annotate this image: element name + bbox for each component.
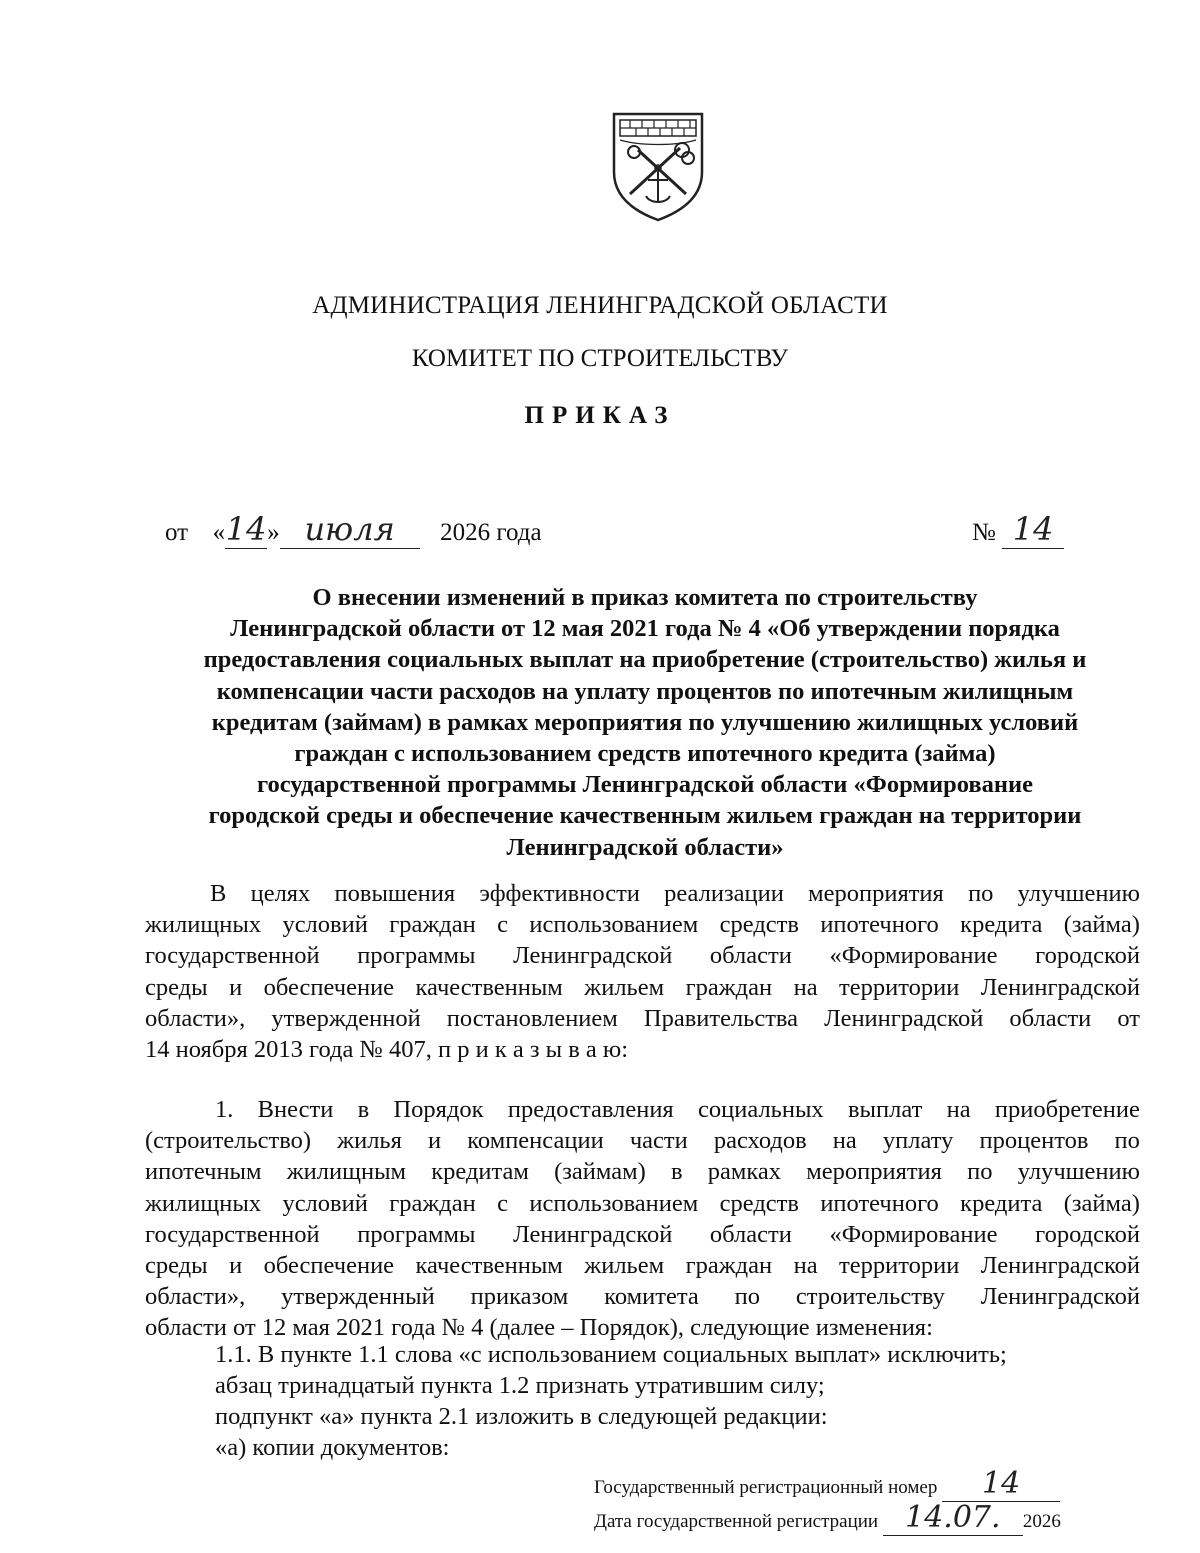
sub-item-line: «а) копии документов: [215,1434,450,1461]
title-line: кредитам (займам) в рамках мероприятия по улучшению жилищных условий [211,708,1079,736]
date-prefix: от [165,519,189,546]
date-day: 14 [225,510,267,548]
registration-date-value: 14.07. [883,1500,1023,1536]
sub-item-line: 1.1. В пункте 1.1 слова «с использованием социальных выплат» исключить; [215,1341,1007,1368]
title-line: Ленинградской области от 12 мая 2021 года № 4 «Об утверждении порядка [230,615,1060,643]
text-line: 1. Внести в Порядок предоставления социальных выплат на приобретение [215,1096,1140,1123]
item-1-paragraph [145,1094,1140,1344]
title-line: Ленинградской области» [506,833,784,861]
organization-name: АДМИНИСТРАЦИЯ ЛЕНИНГРАДСКОЙ ОБЛАСТИ [312,292,888,319]
text-line: среды и обеспечение качественным жильем граждан на территории Ленинградской [145,1252,1140,1280]
registration-number-row [594,1466,1060,1502]
text-line: жилищных условий граждан с использованием средств ипотечного кредита (займа) [145,1189,1140,1217]
text-line: жилищных условий граждан с использованием средств ипотечного кредита (займа) [145,911,1140,939]
text-line: государственной программы Ленинградской области «Формирование городской [145,942,1140,970]
sub-item-line: абзац тринадцатый пункта 1.2 признать утратившим силу; [215,1372,825,1399]
order-date [165,510,542,549]
title-line: государственной программы Ленинградской области «Формирование [256,771,1033,799]
title-line: предоставления социальных выплат на приобретение (строительство) жилья и [203,646,1087,674]
date-year: 2026 года [440,519,542,546]
registration-date-year: 2026 [1022,1511,1061,1532]
title-line: компенсации части расходов на уплату процентов по ипотечным жилищным [216,677,1074,705]
order-number [972,510,1064,549]
number-label: № [972,519,996,546]
title-line: граждан с использованием средств ипотечного кредита (займа) [294,740,996,768]
registration-number-label: Государственный регистрационный номер [594,1477,938,1498]
date-open-quote: « [212,519,226,546]
title-line: городской среды и обеспечение качественным жильем граждан на территории [208,802,1082,830]
text-line: государственной программы Ленинградской области «Формирование городской [145,1220,1140,1248]
registration-number-value: 14 [942,1466,1060,1502]
date-close-quote: » [267,519,280,546]
sub-item-line: подпункт «а» пункта 2.1 изложить в следующей редакции: [215,1403,828,1430]
date-month: июля [280,510,420,549]
department-name: КОМИТЕТ ПО СТРОИТЕЛЬСТВУ [411,345,789,372]
registration-date-row [594,1500,1061,1536]
registration-date-label: Дата государственной регистрации [594,1511,879,1532]
coat-of-arms-emblem [610,110,706,222]
title-line: О внесении изменений в приказ комитета по строительству [312,584,978,611]
text-line: ипотечным жилищным кредитам (займам) в рамках мероприятия по улучшению [145,1158,1140,1186]
text-line: (строительство) жилья и компенсации части расходов на уплату процентов по [145,1127,1140,1155]
text-line: 14 ноября 2013 года № 407, п р и к а з ы в а ю: [145,1036,629,1064]
document-title [150,582,1140,863]
text-line: В целях повышения эффективности реализации мероприятия по улучшению [210,880,1140,907]
document-type: ПРИКАЗ [524,402,676,429]
number-value: 14 [1002,510,1064,549]
text-line: области», утвержденный приказом комитета по строительству Ленинградской [145,1283,1140,1311]
intro-paragraph [145,878,1140,1065]
text-line: области от 12 мая 2021 года № 4 (далее – Порядок), следующие изменения: [145,1314,933,1342]
text-line: области», утвержденной постановлением Правительства Ленинградской области от [145,1004,1140,1032]
text-line: среды и обеспечение качественным жильем граждан на территории Ленинградской [145,973,1140,1001]
